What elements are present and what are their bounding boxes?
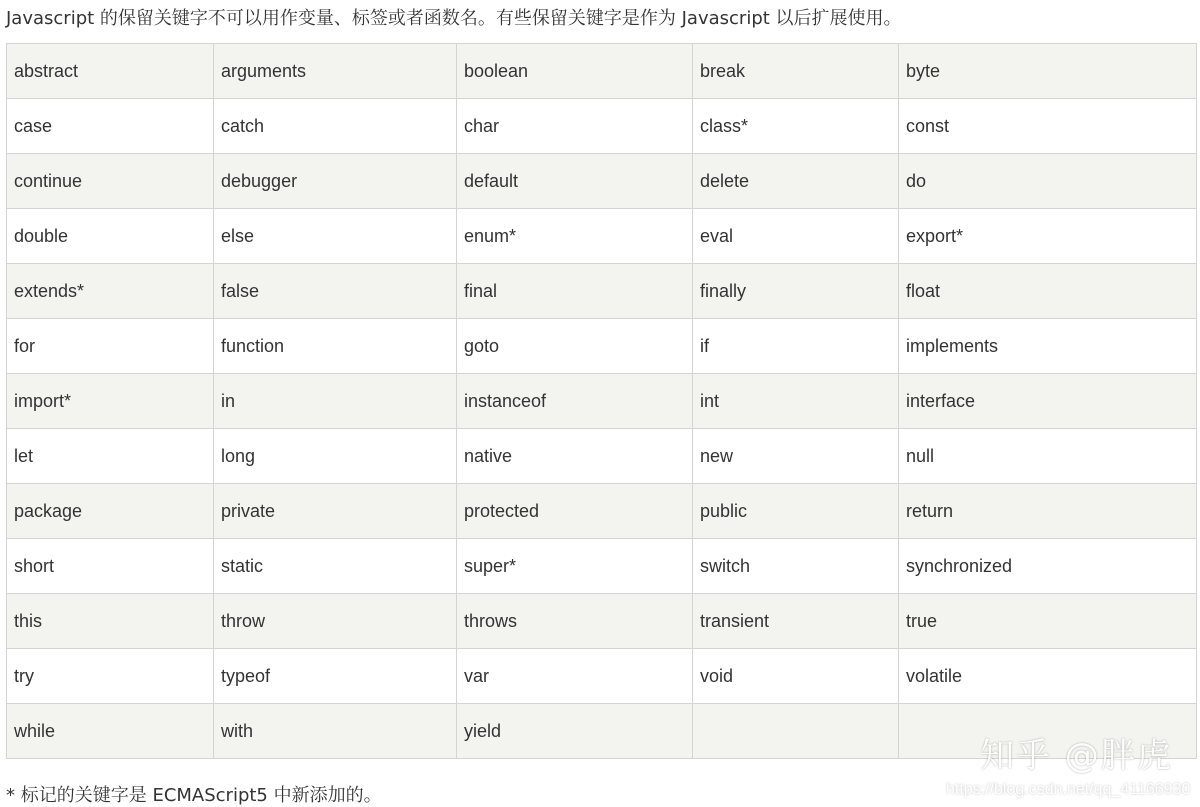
table-row xyxy=(7,99,1197,154)
table-row xyxy=(7,154,1197,209)
keyword-cell: function xyxy=(214,319,457,374)
keyword-cell: char xyxy=(457,99,693,154)
keyword-cell: case xyxy=(7,99,214,154)
keyword-cell: short xyxy=(7,539,214,594)
keyword-cell: eval xyxy=(693,209,899,264)
keyword-cell: do xyxy=(899,154,1197,209)
keyword-cell: instanceof xyxy=(457,374,693,429)
table-row xyxy=(7,649,1197,704)
keyword-cell: native xyxy=(457,429,693,484)
keyword-cell: import* xyxy=(7,374,214,429)
keyword-cell: finally xyxy=(693,264,899,319)
keyword-cell: continue xyxy=(7,154,214,209)
keyword-cell: typeof xyxy=(214,649,457,704)
table-row xyxy=(7,374,1197,429)
keyword-cell: byte xyxy=(899,44,1197,99)
keyword-cell: enum* xyxy=(457,209,693,264)
keyword-cell: int xyxy=(693,374,899,429)
keyword-cell: void xyxy=(693,649,899,704)
keyword-cell: throw xyxy=(214,594,457,649)
keyword-cell: synchronized xyxy=(899,539,1197,594)
keyword-cell xyxy=(693,704,899,759)
keyword-cell: public xyxy=(693,484,899,539)
keyword-cell: in xyxy=(214,374,457,429)
keyword-cell: for xyxy=(7,319,214,374)
keyword-cell: this xyxy=(7,594,214,649)
reserved-keywords-table xyxy=(6,43,1197,759)
keyword-cell: implements xyxy=(899,319,1197,374)
keyword-cell: boolean xyxy=(457,44,693,99)
keyword-cell: class* xyxy=(693,99,899,154)
table-row xyxy=(7,484,1197,539)
keyword-cell: super* xyxy=(457,539,693,594)
watermark-url: https://blog.csdn.net/qq_41166930 xyxy=(946,781,1191,798)
keyword-cell: double xyxy=(7,209,214,264)
keyword-cell: return xyxy=(899,484,1197,539)
keyword-cell: default xyxy=(457,154,693,209)
keyword-cell: long xyxy=(214,429,457,484)
table-row xyxy=(7,264,1197,319)
keyword-cell: false xyxy=(214,264,457,319)
table-row xyxy=(7,44,1197,99)
keyword-cell: catch xyxy=(214,99,457,154)
keyword-cell: const xyxy=(899,99,1197,154)
keyword-cell: static xyxy=(214,539,457,594)
table-row xyxy=(7,429,1197,484)
keyword-cell: delete xyxy=(693,154,899,209)
keyword-cell: abstract xyxy=(7,44,214,99)
table-row xyxy=(7,319,1197,374)
keyword-cell: else xyxy=(214,209,457,264)
keyword-cell: yield xyxy=(457,704,693,759)
table-row xyxy=(7,594,1197,649)
keyword-cell: interface xyxy=(899,374,1197,429)
keyword-cell: throws xyxy=(457,594,693,649)
keyword-cell: new xyxy=(693,429,899,484)
keyword-cell: final xyxy=(457,264,693,319)
keyword-cell: try xyxy=(7,649,214,704)
keyword-cell: protected xyxy=(457,484,693,539)
keyword-cell: break xyxy=(693,44,899,99)
keyword-cell: let xyxy=(7,429,214,484)
keyword-cell: switch xyxy=(693,539,899,594)
keyword-cell: extends* xyxy=(7,264,214,319)
keyword-cell: debugger xyxy=(214,154,457,209)
table-row xyxy=(7,539,1197,594)
footnote: * 标记的关键字是 ECMAScript5 中新添加的。 xyxy=(6,785,382,806)
keyword-cell: export* xyxy=(899,209,1197,264)
intro-text: Javascript 的保留关键字不可以用作变量、标签或者函数名。有些保留关键字是作为 Javascript 以后扩展使用。 xyxy=(6,8,902,29)
keyword-cell: transient xyxy=(693,594,899,649)
table-row xyxy=(7,209,1197,264)
keyword-cell: while xyxy=(7,704,214,759)
keyword-cell: private xyxy=(214,484,457,539)
keyword-cell: null xyxy=(899,429,1197,484)
watermark: 知乎 @胖虎 xyxy=(980,736,1173,776)
keyword-cell: if xyxy=(693,319,899,374)
keyword-cell: goto xyxy=(457,319,693,374)
keyword-cell: volatile xyxy=(899,649,1197,704)
keyword-cell: var xyxy=(457,649,693,704)
keyword-cell: with xyxy=(214,704,457,759)
keyword-cell: package xyxy=(7,484,214,539)
keyword-cell: float xyxy=(899,264,1197,319)
keyword-cell: true xyxy=(899,594,1197,649)
keyword-cell: arguments xyxy=(214,44,457,99)
